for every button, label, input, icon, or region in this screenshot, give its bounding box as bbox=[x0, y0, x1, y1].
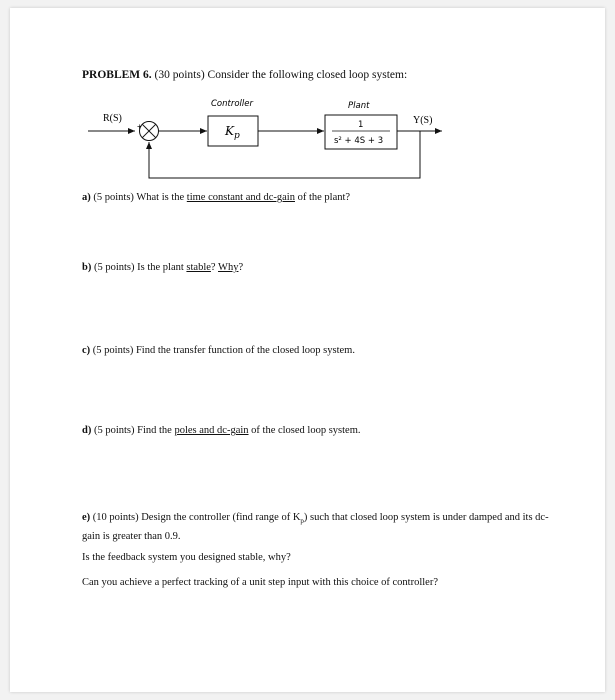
sum-minus-sign: - bbox=[148, 141, 151, 151]
question-a-underlined: time constant and dc-gain bbox=[186, 192, 295, 203]
question-b-mid: ? bbox=[210, 262, 219, 273]
plant-label: Plant bbox=[348, 101, 370, 111]
controller-label: Controller bbox=[211, 99, 253, 109]
plant-denominator: s² + 4S + 3 bbox=[334, 136, 384, 146]
input-label: R(S) bbox=[103, 113, 122, 124]
output-label: Y(S) bbox=[413, 115, 433, 126]
question-e-subscript: p bbox=[300, 517, 304, 526]
question-b bbox=[82, 260, 552, 275]
sum-plus-sign: + bbox=[137, 122, 142, 131]
question-e-text-rest: ) such that closed loop system is under damped and its dc-gain is greater than 0.9. bbox=[82, 512, 549, 543]
question-a bbox=[82, 190, 552, 205]
document-page bbox=[10, 8, 605, 692]
plant-numerator: 1 bbox=[358, 120, 364, 130]
question-c-text: (5 points) Find the transfer function of the closed loop system. bbox=[90, 345, 355, 356]
controller-gain: $K_p$ bbox=[225, 124, 240, 141]
problem-label: PROBLEM 6. bbox=[82, 69, 152, 81]
question-d-underlined: poles and dc-gain bbox=[174, 425, 249, 436]
question-a-text: (5 points) What is the bbox=[90, 192, 187, 203]
question-d-rest: of the closed loop system. bbox=[248, 425, 361, 436]
question-d bbox=[82, 423, 552, 438]
question-e-stability: Is the feedback system you designed stable, why? bbox=[82, 552, 291, 563]
problem-intro: (30 points) Consider the following closed loop system: bbox=[151, 69, 408, 81]
question-b-text: (5 points) Is the plant bbox=[91, 262, 187, 273]
question-e-text: (10 points) Design the controller (find range of K bbox=[90, 512, 301, 523]
question-e bbox=[82, 510, 552, 544]
question-b-underlined-stable: stable bbox=[186, 262, 211, 273]
question-a-rest: of the plant? bbox=[294, 192, 351, 203]
question-b-underlined-why: Why bbox=[218, 262, 239, 273]
question-b-label: b) bbox=[82, 262, 92, 273]
question-d-label: d) bbox=[82, 425, 92, 436]
question-c-label: c) bbox=[82, 345, 91, 356]
question-a-label: a) bbox=[82, 192, 91, 203]
summing-junction bbox=[140, 122, 159, 141]
question-c bbox=[82, 343, 552, 358]
question-e-tracking: Can you achieve a perfect tracking of a unit step input with this choice of controller? bbox=[82, 577, 439, 588]
question-d-text: (5 points) Find the bbox=[91, 425, 175, 436]
question-e-label: e) bbox=[82, 512, 91, 523]
question-b-rest: ? bbox=[238, 262, 244, 273]
